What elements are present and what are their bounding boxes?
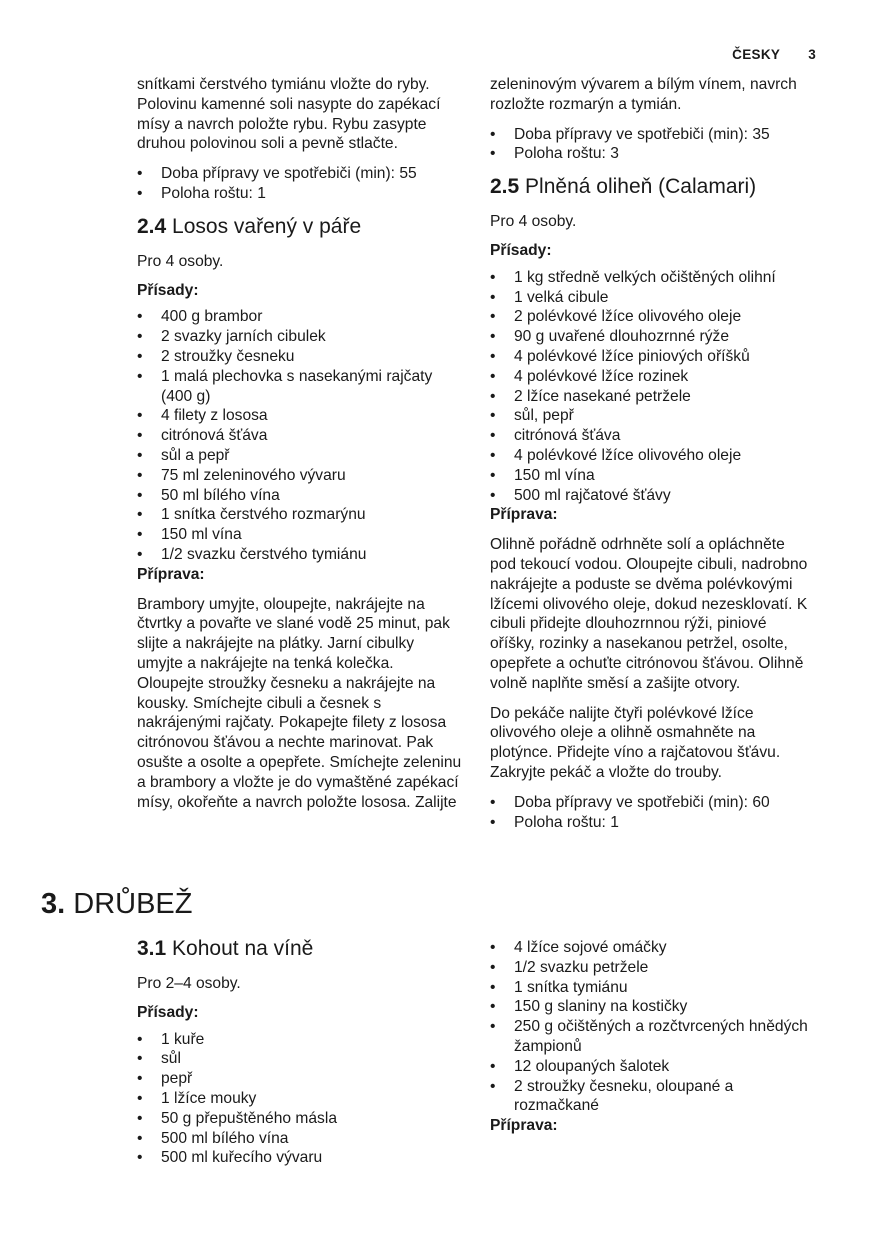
list-item: • Doba přípravy ve spotřebiči (min): 55 (137, 164, 462, 184)
list-item: • sůl a pepř (137, 446, 462, 466)
section-heading-2-5 (490, 174, 815, 200)
section-title: Losos vařený v páře (172, 214, 362, 238)
servings-text: Pro 2–4 osoby. (137, 975, 241, 992)
page-header (732, 45, 816, 65)
list-item: • 500 ml rajčatové šťávy (490, 486, 815, 506)
list-item: • 500 ml kuřecího vývaru (137, 1148, 462, 1168)
chapter-number: 3. (41, 888, 66, 920)
intro-bullets (137, 164, 462, 204)
left-column (137, 75, 462, 822)
list-item: • 1 lžíce mouky (137, 1089, 462, 1109)
list-item: • 1 malá plechovka s nasekanými rajčaty (400 g) (137, 367, 462, 407)
list-item: • 4 polévkové lžíce rozinek (490, 367, 815, 387)
ingredients-list (137, 1030, 462, 1169)
list-item: • 75 ml zeleninového vývaru (137, 466, 462, 486)
list-item: • 50 ml bílého vína (137, 486, 462, 506)
section-heading-3-1 (137, 936, 462, 962)
chapter-heading (41, 884, 192, 924)
list-item: • Poloha roštu: 1 (137, 184, 462, 204)
chapter-title: DRŮBEŽ (73, 888, 193, 920)
section-title: Plněná oliheň (Calamari) (525, 175, 757, 199)
list-item: • sůl (137, 1049, 462, 1069)
list-item: • 4 polévkové lžíce piniových oříšků (490, 347, 815, 367)
cooking-bullets (490, 793, 815, 833)
list-item: • 250 g očištěných a rozčtvrcených hnědých žampionů (490, 1017, 815, 1057)
list-item: • citrónová šťáva (137, 426, 462, 446)
intro-bullets (490, 125, 815, 165)
language-label: ČESKY (732, 47, 781, 62)
list-item: • Poloha roštu: 3 (490, 144, 815, 164)
list-item: • 1 snítka čerstvého rozmarýnu (137, 505, 462, 525)
list-item: • sůl, pepř (490, 406, 815, 426)
list-item: • 500 ml bílého vína (137, 1129, 462, 1149)
preparation-label: Příprava: (490, 1117, 558, 1135)
intro-text: snítkami čerstvého tymiánu vložte do ryby. Polovinu kamenné soli nasypte do zapékací mísy a navrch položte rybu. Rybu zasypte druhou polovinou soli a pevně stlačte. (137, 76, 441, 153)
ingredients-label: Přísady: (137, 1003, 199, 1021)
list-item: • 50 g přepuštěného másla (137, 1109, 462, 1129)
page-number: 3 (808, 47, 816, 62)
intro-text: zeleninovým vývarem a bílým vínem, navrch rozložte rozmarýn a tymián. (490, 76, 797, 113)
list-item: • 12 oloupaných šalotek (490, 1057, 815, 1077)
servings-text: Pro 4 osoby. (490, 213, 577, 231)
list-item: • 1 velká cibule (490, 288, 815, 308)
list-item: • 1/2 svazku čerstvého tymiánu (137, 545, 462, 565)
list-item: • 150 ml vína (137, 525, 462, 545)
list-item: • 2 polévkové lžíce olivového oleje (490, 307, 815, 327)
list-item: • 1 snítka tymiánu (490, 978, 815, 998)
list-item: • 90 g uvařené dlouhozrnné rýže (490, 327, 815, 347)
list-item: • Doba přípravy ve spotřebiči (min): 60 (490, 793, 815, 813)
list-item: • 2 stroužky česneku, oloupané a rozmačkané (490, 1077, 815, 1117)
list-item: • 150 ml vína (490, 466, 815, 486)
list-item: • 4 filety z lososa (137, 406, 462, 426)
lower-right-column (490, 938, 815, 1143)
ingredients-label: Přísady: (490, 241, 552, 259)
list-item: • 2 lžíce nasekané petržele (490, 387, 815, 407)
list-item: • Doba přípravy ve spotřebiči (min): 35 (490, 125, 815, 145)
preparation-label: Příprava: (137, 565, 205, 583)
list-item: • 1 kg středně velkých očištěných olihní (490, 268, 815, 288)
list-item: • 1/2 svazku petržele (490, 958, 815, 978)
preparation-text: Do pekáče nalijte čtyři polévkové lžíce olivového oleje a olihně osmahněte na plotýnce. Přidejte víno a rajčatovou šťávu. Zakryjte pekáč a vložte do trouby. (490, 704, 781, 781)
preparation-text: Brambory umyjte, oloupejte, nakrájejte na čtvrtky a povařte ve slané vodě 25 minut, pak slijte a nakrájejte na plátky. Jarní cibulky umyjte a nakrájejte na tenká kolečka. Oloupejte stroužky česneku a nakrájejte na kousky. Smíchejte cibuli a česnek s nakrájenými rajčaty. Pokapejte filety z lososa citrónovou šťávou a nechte marinovat. Pak osušte a osolte a opepřete. Smíchejte zeleninu a brambory a vložte je do vymaštěné zapékací mísy, okořeňte a navrch položte lososa. Zalijte (137, 595, 462, 811)
preparation-label: Příprava: (490, 506, 558, 524)
preparation-text: Olihně pořádně odrhněte solí a opláchněte pod tekoucí vodou. Oloupejte cibuli, nadrobno nakrájejte a poduste se dvěma polévkovými lžícemi olivového oleje, dokud nezesklovatí. K cibuli přidejte dlouhozrnnou rýži, piniové oříšky, rozinky a nasekanou petržel, osolte, opepřete a ochuťte citrónovou šťávou. Olihně volně naplňte směsí a zašijte otvory. (490, 536, 808, 692)
list-item: • citrónová šťáva (490, 426, 815, 446)
list-item: • pepř (137, 1069, 462, 1089)
servings-text: Pro 4 osoby. (137, 252, 224, 270)
list-item: • 1 kuře (137, 1030, 462, 1050)
section-number: 2.5 (490, 175, 520, 199)
section-title: Kohout na víně (172, 937, 314, 960)
list-item: • 2 svazky jarních cibulek (137, 327, 462, 347)
lower-left-column (137, 928, 462, 1176)
list-item: • 4 lžíce sojové omáčky (490, 938, 815, 958)
list-item: • 150 g slaniny na kostičky (490, 997, 815, 1017)
section-heading-2-4 (137, 214, 462, 240)
list-item: • 4 polévkové lžíce olivového oleje (490, 446, 815, 466)
list-item: • Poloha roštu: 1 (490, 813, 815, 833)
list-item: • 2 stroužky česneku (137, 347, 462, 367)
right-column (490, 75, 815, 840)
ingredients-list (490, 268, 815, 506)
ingredients-label: Přísady: (137, 281, 199, 299)
section-number: 2.4 (137, 214, 167, 238)
ingredients-list-continued (490, 938, 815, 1116)
list-item: • 400 g brambor (137, 307, 462, 327)
ingredients-list (137, 307, 462, 564)
section-number: 3.1 (137, 937, 167, 960)
